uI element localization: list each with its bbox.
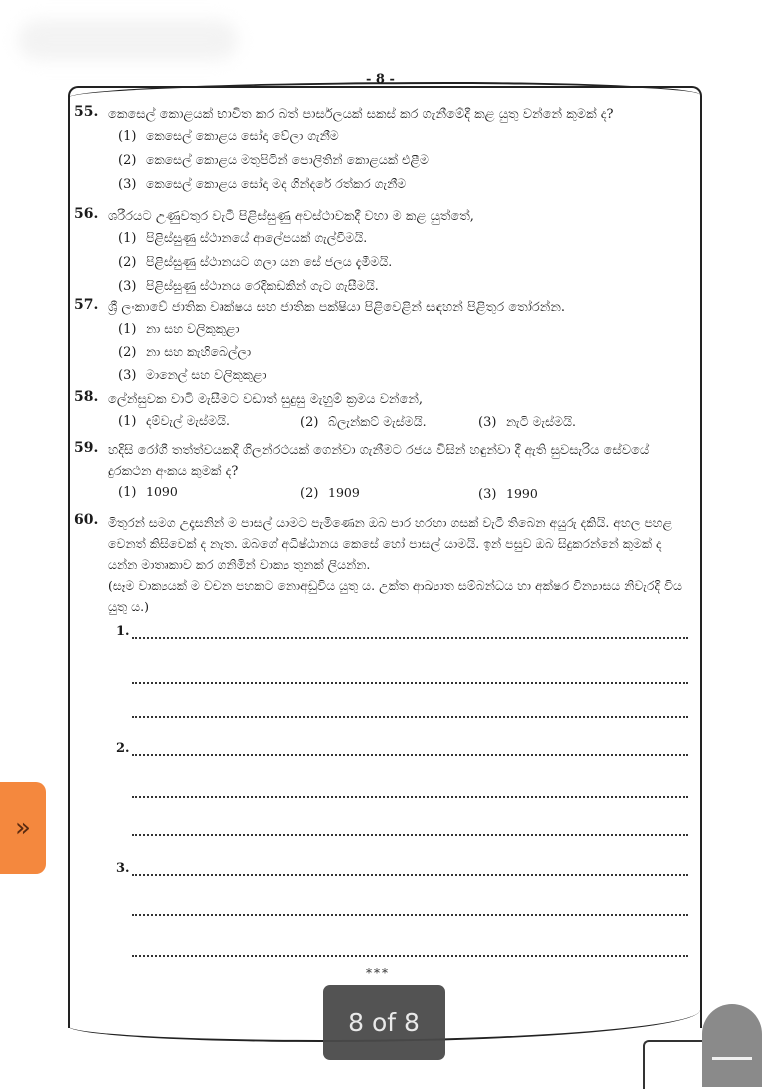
question-55 [74,104,694,194]
question-60 [74,512,694,614]
question-56 [74,206,694,296]
question-text [108,512,693,617]
answer-line[interactable] [132,637,688,639]
option-3: (3) පිළිස්සුණු ස්ථානය රෙදිකඩකින් ගැට ගැසීමයි. [118,278,379,294]
option-1: (1) පිළිස්සුණු ස්ථානයේ ආලේපයක් ගැල්වීමයි. [118,230,368,246]
question-number: 55. [74,104,99,120]
question-number: 57. [74,297,99,313]
option-2: (2) බ්ලැන්කට් මැස්මයි. [300,414,427,430]
option-2: (2) පිළිස්සුණු ස්ථානයට ගලා යන සේ ජලය දැමීමයි. [118,254,393,270]
option-3: (3) මානෙල් සහ වලිකුකුළා [118,367,267,383]
option-2: (2) කෙසෙල් කොළය මතුපිටින් පොලිතින් කොළයක් එළීම [118,152,429,168]
question-number: 60. [74,512,99,528]
question-text: හදිසි රෝගී තත්ත්වයකදී ගිලන්රථයක් ගෙන්වා ගැනීමට රජය විසින් හඳුන්වා දී ඇති සුවසැරිය සේවයේ දුරකථන අංකය කුමක් ද? [108,443,650,479]
option-2: (2) නා සහ කැහිබෙල්ලා [118,344,252,360]
minus-icon [712,1057,752,1060]
question-note: (සෑම වාක්‍යයක් ම වචන පහකට නොඅඩුවිය යුතු ය. උක්ත ආඛ්‍යාත සම්බන්ධය හා අක්ෂර වින්‍යාසය නිවැරදි විය යුතු ය.) [108,578,682,614]
question-text: කෙසෙල් කොළයක් භාවිත කර බත් පාර්සලයක් සකස් කර ගැනීමේදී කළ යුතු වන්නේ කුමක් ද? [108,107,614,122]
question-text: ශ්‍රී ලංකාවේ ජාතික වෘක්ෂය සහ ජාතික පක්ෂියා පිළිවෙළින් සඳහන් පිළිතුර තෝරන්න. [108,300,566,315]
option-1: (1) 1090 [118,484,178,500]
answer-line[interactable] [132,955,688,957]
page-corner-box [643,1040,703,1089]
blurred-header-area [18,20,238,60]
option-2: (2) 1909 [300,485,360,501]
question-58 [74,389,694,439]
answer-line[interactable] [132,874,688,876]
answer-label-3: 3. [116,861,130,876]
option-3: (3) 1990 [478,486,538,502]
option-1: (1) දම්වැල් මැස්මයි. [118,413,230,429]
answer-line[interactable] [132,796,688,798]
option-3: (3) කෙසෙල් කොළය සෝදා මද ගින්දරේ රත්කර ගැනීම [118,176,407,192]
option-1: (1) කෙසෙල් කොළය සෝදා වේලා ගැනීම [118,128,339,144]
page-indicator: 8 of 8 [323,985,445,1060]
question-prompt: මිතුරන් සමග උදෑසනින් ම පාසල් යාමට පැමිණෙන ඔබ පාර හරහා ගසක් වැටී තිබෙන අයුරු දකියි. අහල පහළ වෙනත් කිසිවෙක් ද නැත. ඔබගේ අධිෂ්ඨානය කෙසේ හෝ පාසල් යාමයි. ඉන් පසුව ඔබ සිදුකරන්නේ කුමක් ද යන්න මාතෘකාව කර ගනිමින් වාක්‍ය තුනක් ලියන්න. [108,515,673,572]
answer-line[interactable] [132,914,688,916]
question-text: ලේන්සුවක වාටි මැසීමට වඩාත් සුදුසු මැහුම් ක්‍රමය වන්නේ, [108,392,424,407]
viewer-menu-button[interactable] [702,1004,762,1087]
answer-line[interactable] [132,834,688,836]
question-text: ශරීරයට උණුවතුර වැටී පිළිස්සුණු අවස්ථාවකදී වහා ම කළ යුත්තේ, [108,209,474,224]
question-number: 59. [74,440,99,456]
end-marker: *** [366,966,390,980]
answer-label-2: 2. [116,741,130,756]
answer-line[interactable] [132,716,688,718]
answer-label-1: 1. [116,624,130,639]
double-chevron-right-icon: » [15,813,31,843]
next-page-button[interactable] [0,782,46,874]
answer-line[interactable] [132,682,688,684]
page-number: - 8 - [366,72,395,87]
question-57 [74,297,694,387]
option-1: (1) නා සහ වලිකුකුළා [118,321,240,337]
question-number: 58. [74,389,99,405]
question-number: 56. [74,206,99,222]
answer-line[interactable] [132,754,688,756]
question-59 [74,440,694,502]
option-3: (3) නැටි මැස්මයි. [478,414,577,430]
